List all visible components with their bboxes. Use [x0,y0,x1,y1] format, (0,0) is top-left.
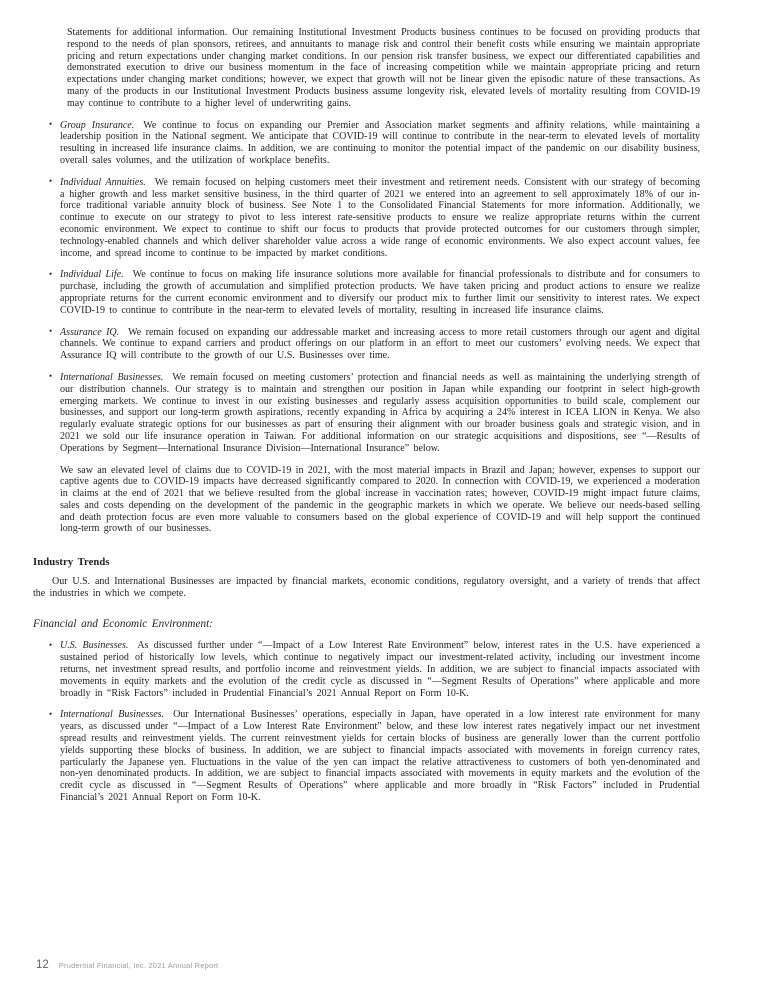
bullet-item-international-businesses [49,371,700,455]
bullet-marker: • [49,176,53,187]
bullet-text: We remain focused on meeting customers’ protection and financial needs as well as maintaining the underlying strength of our distribution channels. Our strategy is to maintain and strengthen our position in Japan while expanding our footprint in select high-growth emerging markets. We continue to invest in our existing businesses and regularly assess acquisition opportunities to build scale, complement our businesses, and support our long-term growth aspirations, recently expanding in Africa by acquiring a 24% interest in ICEA LION in Kenya. We also regularly evaluate strategic options for our businesses as part of ensuring their alignment with our broader business goals and strategic vision, and in 2021 we sold our life insurance operation in Taiwan. For additional information on our strategic acquisitions and dispositions, see “—Results of Operations by Segment—International Insurance Division—International Insurance” below. [60,371,700,454]
covid-impact-paragraph: We saw an elevated level of claims due to COVID-19 in 2021, with the most material impacts in Brazil and Japan; however, expenses to support our captive agents due to COVID-19 impacts have decreased significantly compared to 2020. In connection with COVID-19, we experienced a moderation in claims at the end of 2021 that we believe resulted from the global increase in vaccination rates; however, COVID-19 might impact future claims, sales and costs depending on the development of the pandemic in the geographic markets in which we operate. We believe our needs-based selling and death protection focus are even more valuable to consumers based on the global experience of COVID-19 and will help support the continued long-term growth of our businesses. [60,464,700,535]
bullet-term: Individual Annuities. [60,176,146,188]
bullet-marker: • [49,119,53,130]
bullet-item-us-businesses [49,639,701,699]
bullet-term: U.S. Businesses. [60,640,129,652]
bullet-text: We remain focused on helping customers meet their investment and retirement needs. Consistent with our strategy of becoming a higher growth and less market sensitive business, in the third quarter of 2021 we entered into an agreement to sell approximately 18% of our in-force traditional variable annuity block of business. See Note 1 to the Consolidated Financial Statements for more information. Additionally, we continue to execute on our strategy to pivot to less interest rate-sensitive products to ensure we realize appropriate returns within the current economic environment. We expect to continue to shift our focus to products that provide protected outcomes for our customers through simpler, technology-enabled channels and which deliver shareholder value across a wide range of economic environments. We also expect account values, fee income, and spread income to continue to be impacted by market conditions. [60,176,700,259]
bullet-marker: • [49,708,53,719]
bullet-item-group-insurance [49,119,700,167]
bullet-term: International Businesses. [60,709,165,721]
industry-trends-intro: Our U.S. and International Businesses are impacted by financial markets, economic conditions, regulatory oversight, and a variety of trends that affect the industries in which we compete. [33,576,700,599]
bullet-text: Our International Businesses’ operations, especially in Japan, have operated in a low interest rate environment for many years, as discussed under “—Impact of a Low Interest Rate Environment” below, and these low interest rates negatively impact our net investment spread results and reinvestment yields. The current reinvestment yields for certain blocks of business are generally lower than the current portfolio yields supporting these blocks of business. In addition, we are subject to financial impacts associated with movements in foreign currency rates, particularly the Japanese yen. Fluctuations in the value of the yen can impact the relative attractiveness to customers of both yen-denominated and non-yen denominated products. In addition, we are subject to financial impacts associated with movements in equity markets and the evolution of the credit cycle as discussed in “—Segment Results of Operations” where applicable and more broadly in “Risk Factors” included in Prudential Financial’s 2021 Annual Report on Form 10-K. [60,709,700,804]
footer-report-title: Prudential Financial, Inc. 2021 Annual Report [58,961,219,970]
bullet-item-assurance-iq [49,326,700,362]
page-body [33,27,700,804]
bullet-item-individual-annuities [49,176,700,260]
industry-trends-heading: Industry Trends [33,557,110,569]
bullet-text: As discussed further under “—Impact of a Low Interest Rate Environment” below, interest rates in the U.S. have experienced a sustained period of historically low levels, which continue to negatively impact our investment-related activity, including our investment income returns, net investment spread results, and portfolio income and reinvestment yields. In addition, we are subject to financial impacts associated with movements in equity markets and the evolution of the credit cycle as discussed in “—Segment Results of Operations” where applicable and more broadly in “Risk Factors” included in Prudential Financial’s 2021 Annual Report on Form 10-K. [60,640,701,699]
page-footer [36,959,218,971]
bullet-marker: • [49,326,53,337]
bullet-text: We remain focused on expanding our addressable market and increasing access to more retail customers through our agent and digital channels. We continue to expand carriers and product offerings on our platform in an effort to meet our customers’ evolving needs. We expect that Assurance IQ will contribute to the growth of our U.S. Businesses over time. [60,326,700,362]
intro-paragraph: Statements for additional information. Our remaining Institutional Investment Products business continues to be focused on providing products that respond to the needs of plan sponsors, retirees, and annuitants to manage risk and control their benefit costs while ensuring we maintain appropriate pricing and return expectations under changing market conditions. In our pension risk transfer business, we expect our differentiated capabilities and demonstrated execution to drive our business momentum in the face of increasing competition while we maintain appropriate pricing and return expectations under changing market conditions; however, we expect that growth will not be linear given the episodic nature of these transactions. As many of the products in our Institutional Investment Products business assume longevity risk, elevated levels of mortality resulting from COVID-19 may continue to contribute to a higher level of underwriting gains. [67,27,700,109]
bullet-text: We continue to focus on expanding our Premier and Association market segments and affinity relations, while maintaining a leadership position in the National segment. We anticipate that COVID-19 will continue to contribute in the near-term to elevated levels of mortality resulting in increased life insurance claims. In addition, we are continuing to monitor the potential impact of the pandemic on our disability business, overall sales volumes, and the utilization of workplace benefits. [60,119,700,166]
page-number: 12 [36,959,49,971]
bullet-marker: • [49,371,53,382]
bullet-term: International Businesses. [60,371,164,383]
bullet-marker: • [49,268,53,279]
bullet-term: Individual Life. [60,269,124,281]
bullet-text: We continue to focus on making life insurance solutions more available for financial professionals to distribute and for consumers to purchase, including the growth of accumulation and simplified protection products. We have taken pricing and product actions to ensure we realize appropriate returns for the current economic environment and to diversify our product mix to further limit our sensitivity to interest rates. We expect COVID-19 to continue to contribute in the near-term to elevated levels of mortality, resulting in increased life insurance claims. [60,269,700,316]
bullet-item-international-businesses-trends [49,708,700,804]
bullet-item-individual-life [49,268,700,316]
bullet-term: Assurance IQ. [60,326,120,338]
bullet-term: Group Insurance. [60,119,135,131]
bullet-marker: • [49,639,53,650]
financial-environment-subheading: Financial and Economic Environment: [33,617,213,630]
